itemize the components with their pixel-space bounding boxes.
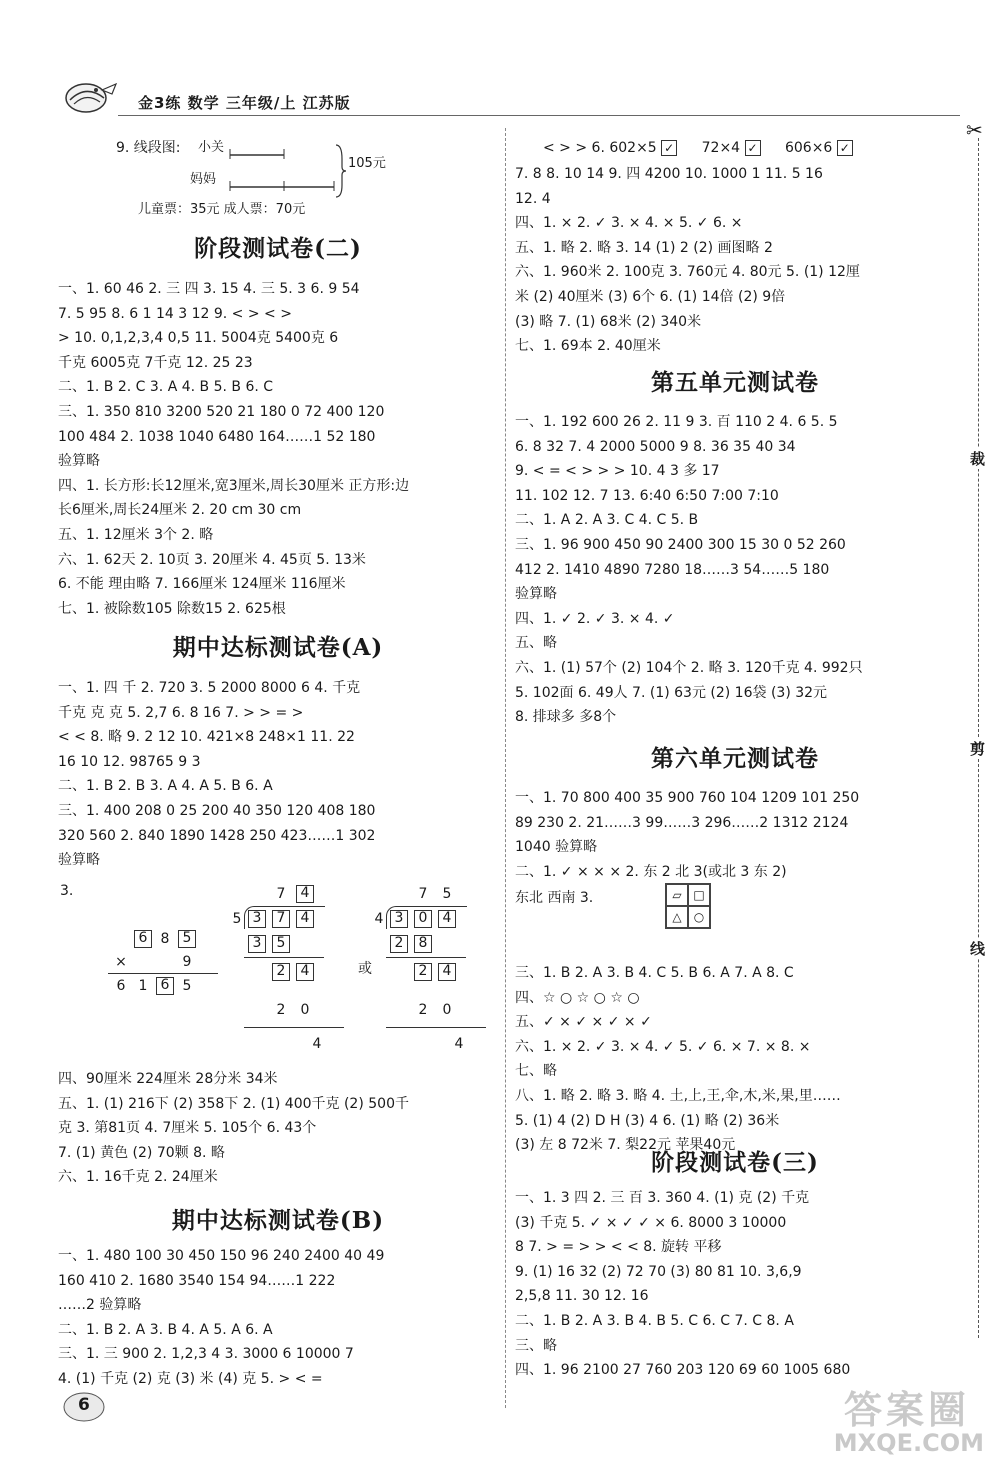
remainder: 4 bbox=[312, 1036, 322, 1052]
answer-line: 二、1. ✓ × × × 2. 东 2 北 3(或北 3 东 2) bbox=[515, 863, 787, 880]
partial-digit: 3 bbox=[248, 935, 266, 953]
answer-line: 160 410 2. 1680 3540 154 94……1 222 bbox=[58, 1272, 336, 1289]
answer-line: 89 230 2. 21……3 99……3 296……2 1312 2124 bbox=[515, 814, 849, 831]
answer-line: 长6厘米,周长24厘米 2. 20 cm 30 cm bbox=[58, 502, 302, 519]
triangle-icon: △ bbox=[666, 906, 688, 928]
answer-line: 四、1. 长方形:长12厘米,宽3厘米,周长30厘米 正方形:边 bbox=[58, 477, 410, 494]
q9-total: 105元 bbox=[348, 156, 386, 171]
header-title: 金3练 数学 三年级/上 江苏版 bbox=[138, 94, 351, 112]
answer-line: 二、1. B 2. C 3. A 4. B 5. B 6. C bbox=[58, 379, 274, 396]
answer-line: 一、1. 四 千 2. 720 3. 5 2000 8000 6 4. 千克 bbox=[58, 680, 361, 696]
answer-line: 7. 5 95 8. 6 1 14 3 12 9. < > < > bbox=[58, 305, 292, 322]
calc-rule bbox=[386, 957, 466, 958]
shape-grid bbox=[665, 883, 711, 929]
calc-rule bbox=[244, 1027, 344, 1028]
quotient-digit: 7 bbox=[418, 886, 428, 902]
cut-label-1: 裁 bbox=[970, 450, 986, 468]
answer-line: 八、1. 略 2. 略 3. 略 4. 土,上,王,伞,木,米,果,里…… bbox=[515, 1088, 841, 1104]
answer-line: 七、1. 69本 2. 40厘米 bbox=[515, 338, 661, 355]
answer-line: ……2 验算略 bbox=[58, 1297, 142, 1314]
mult-digit: 5 bbox=[178, 930, 196, 948]
answer-line: 412 2. 1410 4890 7280 18……3 54……5 180 bbox=[515, 561, 830, 578]
right-top-line1-c: 606×6 bbox=[784, 140, 833, 156]
answer-line: 16 10 12. 98765 9 3 bbox=[58, 753, 201, 770]
answer-line: 一、1. 70 800 400 35 900 760 104 1209 101 250 bbox=[515, 790, 860, 806]
answer-line: 四、1. × 2. ✓ 3. × 4. × 5. ✓ 6. × bbox=[515, 215, 743, 232]
answer-line: 7. 8 8. 10 14 9. 四 4200 10. 1000 1 11. 5 16 bbox=[515, 166, 823, 182]
q9-label: 9. 线段图: bbox=[116, 140, 181, 156]
answer-line: 二、1. B 2. A 3. B 4. A 5. A 6. A bbox=[58, 1321, 273, 1338]
answer-line: 三、1. 400 208 0 25 200 40 350 120 408 180 bbox=[58, 803, 376, 819]
check-box-1: ✓ bbox=[661, 140, 677, 156]
q3-label: 3. bbox=[60, 883, 74, 899]
answer-line: 六、1. (1) 57个 (2) 104个 2. 略 3. 120千克 4. 992只 bbox=[515, 660, 863, 676]
page-header bbox=[60, 70, 940, 118]
watermark-line2: MXQE.COM bbox=[833, 1429, 984, 1457]
partial-digit: 2 bbox=[276, 1002, 286, 1018]
mult-result-digit: 6 bbox=[156, 977, 174, 995]
bird-logo-icon bbox=[60, 70, 120, 116]
dividend-digit: 4 bbox=[438, 910, 456, 928]
mult-result-digit: 6 bbox=[116, 978, 126, 994]
answer-line: (3) 左 8 72米 7. 梨22元 苹果40元 bbox=[515, 1137, 736, 1154]
answer-line: 四、90厘米 224厘米 28分米 34米 bbox=[58, 1071, 278, 1087]
partial-digit: 2 bbox=[418, 1002, 428, 1018]
calc-rule bbox=[386, 1027, 486, 1028]
mult-digit: 6 bbox=[134, 930, 152, 948]
answer-line: 验算略 bbox=[58, 453, 100, 470]
answer-line: 二、1. A 2. A 3. C 4. C 5. B bbox=[515, 512, 699, 529]
section-title-stage2: 阶段测试卷(二) bbox=[194, 235, 362, 262]
answer-line: 验算略 bbox=[58, 852, 100, 869]
quotient-digit: 7 bbox=[276, 886, 286, 902]
right-column bbox=[515, 135, 955, 1379]
answer-line: 五、略 bbox=[515, 635, 557, 652]
check-box-3: ✓ bbox=[837, 140, 853, 156]
answer-line: 三、略 bbox=[515, 1337, 557, 1354]
answer-line: 五、1. 12厘米 3个 2. 略 bbox=[58, 527, 214, 543]
answer-line: 三、1. B 2. A 3. B 4. C 5. B 6. A 7. A 8. C bbox=[515, 965, 794, 981]
mult-digit: 8 bbox=[160, 931, 170, 947]
mult-result-digit: 1 bbox=[138, 978, 148, 994]
answer-line: 七、1. 被除数105 除数15 2. 625根 bbox=[58, 600, 286, 617]
answer-line: 四、1. 96 2100 27 760 203 120 69 60 1005 680 bbox=[515, 1362, 851, 1379]
dividend-digit: 3 bbox=[390, 910, 408, 928]
answer-line: 7. (1) 黄色 (2) 70颗 8. 略 bbox=[58, 1144, 225, 1161]
scissors-icon: ✂ bbox=[966, 118, 983, 142]
answer-line: 一、1. 192 600 26 2. 11 9 3. 百 110 2 4. 6 5. 5 bbox=[515, 414, 838, 430]
page-number-badge bbox=[60, 1385, 110, 1425]
answer-line: 四、1. ✓ 2. ✓ 3. × 4. ✓ bbox=[515, 610, 675, 627]
partial-digit: 2 bbox=[390, 935, 408, 953]
answer-line: 五、1. 略 2. 略 3. 14 (1) 2 (2) 画图略 2 bbox=[515, 239, 773, 256]
check-box-2: ✓ bbox=[745, 140, 761, 156]
quotient-digit: 4 bbox=[296, 885, 314, 903]
q9-answer: 儿童票：35元 成人票：70元 bbox=[138, 202, 306, 217]
cut-label-3: 线 bbox=[970, 940, 986, 958]
multiplier: 9 bbox=[182, 954, 192, 970]
partial-digit: 5 bbox=[272, 935, 290, 953]
answer-line: (3) 略 7. (1) 68米 (2) 340米 bbox=[515, 313, 702, 330]
quotient-digit: 5 bbox=[442, 886, 452, 902]
answer-line: 12. 4 bbox=[515, 190, 551, 207]
answer-line: > 10. 0,1,2,3,4 0,5 11. 5004克 5400克 6 bbox=[58, 330, 339, 347]
parallelogram-icon: ▱ bbox=[666, 884, 688, 906]
answer-line: 验算略 bbox=[515, 586, 557, 603]
answer-line: 8. 排球多 多8个 bbox=[515, 709, 617, 726]
calc-rule bbox=[244, 957, 324, 958]
partial-digit: 4 bbox=[438, 963, 456, 981]
watermark bbox=[770, 1373, 990, 1463]
section-title-midterm-a: 期中达标测试卷(A) bbox=[172, 634, 384, 661]
answer-line: (3) 千克 5. ✓ × ✓ ✓ × 6. 8000 3 10000 bbox=[515, 1214, 787, 1231]
calc-rule bbox=[108, 973, 218, 974]
answer-line: 一、1. 60 46 2. 三 四 3. 15 4. 三 5. 3 6. 9 54 bbox=[58, 281, 360, 297]
answer-line: 一、1. 3 四 2. 三 百 3. 360 4. (1) 克 (2) 千克 bbox=[515, 1190, 810, 1206]
answer-line: 9. (1) 16 32 (2) 72 70 (3) 80 81 10. 3,6,9 bbox=[515, 1263, 802, 1280]
answer-line: 六、1. 16千克 2. 24厘米 bbox=[58, 1169, 218, 1186]
dividend-digit: 4 bbox=[296, 910, 314, 928]
right-top-line1 bbox=[543, 137, 853, 159]
answer-line: 11. 102 12. 7 13. 6:40 6:50 7:00 7:10 bbox=[515, 487, 779, 504]
answer-line: 七、略 bbox=[515, 1063, 557, 1080]
partial-digit: 0 bbox=[300, 1002, 310, 1018]
answer-line: 5. 102面 6. 49人 7. (1) 63元 (2) 16袋 (3) 32元 bbox=[515, 684, 828, 701]
divisor: 5 bbox=[232, 911, 242, 927]
answer-line: 2,5,8 11. 30 12. 16 bbox=[515, 1288, 649, 1305]
mult-result-digit: 5 bbox=[182, 978, 192, 994]
line-segment-diagram bbox=[228, 139, 348, 201]
answer-line: 五、✓ × ✓ × ✓ × ✓ bbox=[515, 1014, 652, 1031]
watermark-line1: 答案圈 bbox=[843, 1388, 970, 1432]
section-title-unit6: 第六单元测试卷 bbox=[651, 745, 819, 772]
or-label: 或 bbox=[358, 961, 372, 977]
answer-line: 六、1. × 2. ✓ 3. × 4. ✓ 5. ✓ 6. × 7. × 8. × bbox=[515, 1038, 811, 1055]
right-top-line1-a: < > > 6. 602×5 bbox=[543, 140, 657, 156]
header-rule bbox=[118, 115, 960, 116]
answer-line: 9. < = < > > > 10. 4 3 多 17 bbox=[515, 463, 720, 480]
section-title-stage3: 阶段测试卷(三) bbox=[651, 1149, 819, 1176]
section-title-midterm-b: 期中达标测试卷(B) bbox=[171, 1207, 385, 1234]
answer-line: < < 8. 略 9. 2 12 10. 421×8 248×1 11. 22 bbox=[58, 729, 355, 746]
column-divider bbox=[505, 128, 506, 1408]
q9-mama: 妈妈 bbox=[190, 172, 217, 187]
section-title-unit5: 第五单元测试卷 bbox=[651, 369, 819, 396]
remainder: 4 bbox=[454, 1036, 464, 1052]
dividend-digit: 0 bbox=[414, 910, 432, 928]
right-top-line1-b: 72×4 bbox=[701, 140, 741, 156]
cut-line bbox=[966, 118, 994, 1348]
answer-line: 三、1. 三 900 2. 1,2,3 4 3. 3000 6 10000 7 bbox=[58, 1346, 354, 1363]
partial-digit: 4 bbox=[296, 963, 314, 981]
page-number: 6 bbox=[78, 1395, 90, 1415]
answer-line: 五、1. (1) 216下 (2) 358下 2. (1) 400千克 (2) 500千 bbox=[58, 1095, 409, 1112]
answer-line: 千克 6005克 7千克 12. 25 23 bbox=[58, 354, 253, 371]
answer-line: 三、1. 350 810 3200 520 21 180 0 72 400 120 bbox=[58, 404, 385, 420]
answer-line: 6. 不能 理由略 7. 166厘米 124厘米 116厘米 bbox=[58, 576, 346, 593]
times-sign: × bbox=[115, 954, 127, 970]
unit6-q3-text: 东北 西南 3. bbox=[515, 890, 594, 906]
dividend-digit: 3 bbox=[248, 910, 266, 928]
divisor: 4 bbox=[374, 911, 384, 927]
partial-digit: 2 bbox=[414, 963, 432, 981]
circle-icon: ○ bbox=[688, 906, 710, 928]
answer-line: 克 3. 第81页 4. 7厘米 5. 105个 6. 43个 bbox=[58, 1120, 317, 1137]
answer-line: 三、1. 96 900 450 90 2400 300 15 30 0 52 260 bbox=[515, 537, 846, 553]
answer-line: 5. (1) 4 (2) D H (3) 4 6. (1) 略 (2) 36米 bbox=[515, 1112, 780, 1129]
partial-digit: 2 bbox=[272, 963, 290, 981]
answer-line: 100 484 2. 1038 1040 6480 164……1 52 180 bbox=[58, 428, 376, 445]
answer-line: 320 560 2. 840 1890 1428 250 423……1 302 bbox=[58, 827, 376, 844]
answer-line: 一、1. 480 100 30 450 150 96 240 2400 40 49 bbox=[58, 1248, 385, 1264]
dividend-digit: 7 bbox=[272, 910, 290, 928]
answer-line: 四、☆ ○ ☆ ○ ☆ ○ bbox=[515, 989, 640, 1006]
answer-line: 千克 克 克 5. 2,7 6. 8 16 7. > > = > bbox=[58, 704, 304, 721]
answer-line: 1040 验算略 bbox=[515, 839, 598, 856]
answer-line: 6. 8 32 7. 4 2000 5000 9 8. 36 35 40 34 bbox=[515, 438, 796, 455]
cut-label-2: 剪 bbox=[970, 740, 986, 758]
partial-digit: 8 bbox=[414, 935, 432, 953]
q9-xiaoguan: 小关 bbox=[198, 140, 225, 155]
answer-line: 8 7. > = > > < < 8. 旋转 平移 bbox=[515, 1239, 722, 1256]
answer-line: 二、1. B 2. B 3. A 4. A 5. B 6. A bbox=[58, 778, 273, 795]
square-icon: □ bbox=[688, 884, 710, 906]
answer-line: 六、1. 62天 2. 10页 3. 20厘米 4. 45页 5. 13米 bbox=[58, 551, 366, 568]
answer-line: 二、1. B 2. A 3. B 4. B 5. C 6. C 7. C 8. A bbox=[515, 1313, 794, 1329]
answer-line: 米 (2) 40厘米 (3) 6个 6. (1) 14倍 (2) 9倍 bbox=[515, 289, 786, 305]
unit6-q3-line bbox=[515, 887, 593, 909]
answer-line: 六、1. 960米 2. 100克 3. 760元 4. 80元 5. (1) 12厘 bbox=[515, 264, 860, 281]
answer-line: 4. (1) 千克 (2) 克 (3) 米 (4) 克 5. > < = bbox=[58, 1371, 323, 1387]
partial-digit: 0 bbox=[442, 1002, 452, 1018]
